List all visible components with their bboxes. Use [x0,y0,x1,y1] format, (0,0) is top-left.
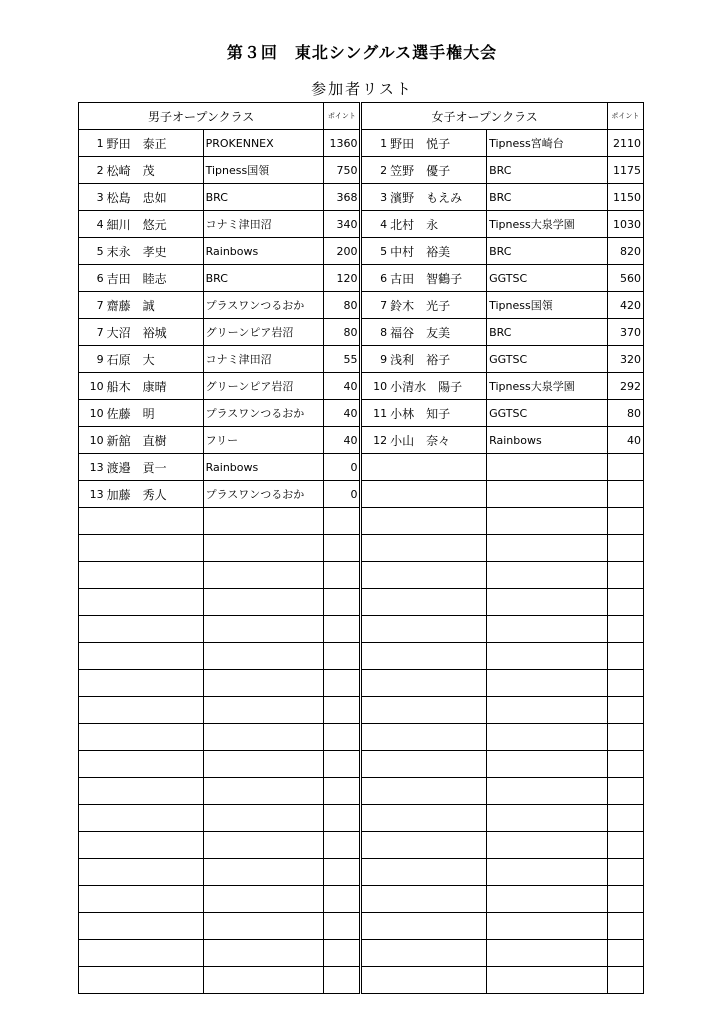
men-rank [79,535,105,562]
men-rank [79,967,105,994]
men-name [105,832,204,859]
women-points [607,562,643,589]
men-rank: 5 [79,238,105,265]
women-name: 北村 永 [388,211,487,238]
women-name [388,481,487,508]
men-name [105,913,204,940]
men-points [324,913,360,940]
women-club [487,940,608,967]
women-club [487,832,608,859]
women-name [388,724,487,751]
table-row [79,778,644,805]
men-name [105,589,204,616]
women-class-header: 女子オープンクラス [362,103,607,130]
women-name [388,940,487,967]
women-club: GGTSC [487,400,608,427]
table-row [79,751,644,778]
men-rank [79,562,105,589]
page-subtitle: 参加者リスト [311,80,413,98]
men-name [105,724,204,751]
women-rank [362,967,388,994]
men-name [105,697,204,724]
men-points [324,697,360,724]
women-club [487,751,608,778]
men-points: 0 [324,454,360,481]
men-name [105,643,204,670]
men-club [203,562,324,589]
men-points: 340 [324,211,360,238]
men-rank [79,832,105,859]
table-row [79,157,644,184]
men-rank: 10 [79,427,105,454]
men-club: プラスワンつるおか [203,481,324,508]
women-club [487,967,608,994]
women-name [388,643,487,670]
men-name [105,940,204,967]
men-name [105,751,204,778]
men-rank [79,886,105,913]
table-row [79,562,644,589]
men-rank: 3 [79,184,105,211]
women-rank [362,751,388,778]
men-points [324,643,360,670]
men-points [324,589,360,616]
men-club [203,859,324,886]
table-row [79,481,644,508]
women-rank [362,940,388,967]
women-points [607,724,643,751]
women-points [607,454,643,481]
women-points [607,859,643,886]
women-club [487,508,608,535]
women-name: 濱野 もえみ [388,184,487,211]
men-points [324,778,360,805]
women-points: 370 [607,319,643,346]
women-name [388,913,487,940]
women-name [388,751,487,778]
women-points: 292 [607,373,643,400]
women-rank [362,724,388,751]
women-rank: 11 [362,400,388,427]
table-row [79,454,644,481]
men-club [203,751,324,778]
men-points [324,616,360,643]
women-club: GGTSC [487,346,608,373]
table-row [79,238,644,265]
women-club [487,454,608,481]
table-row [79,130,644,157]
women-club: BRC [487,184,608,211]
men-rank [79,805,105,832]
men-rank [79,778,105,805]
table-row [79,724,644,751]
women-points [607,589,643,616]
men-name: 松島 忠如 [105,184,204,211]
men-rank: 13 [79,454,105,481]
men-club: フリー [203,427,324,454]
women-name: 浅利 裕子 [388,346,487,373]
women-name [388,535,487,562]
women-rank: 5 [362,238,388,265]
table-row [79,265,644,292]
women-name [388,805,487,832]
table-row [79,589,644,616]
men-points: 80 [324,292,360,319]
men-name [105,508,204,535]
men-points [324,535,360,562]
women-points-header: ポイント [607,103,643,130]
table-row [79,292,644,319]
table-row [79,535,644,562]
women-club [487,697,608,724]
table-row [79,616,644,643]
women-rank [362,778,388,805]
table-row [79,859,644,886]
table-row [79,913,644,940]
women-rank: 7 [362,292,388,319]
table-row [79,670,644,697]
men-rank [79,643,105,670]
men-name [105,778,204,805]
table-row [79,805,644,832]
men-points [324,967,360,994]
men-points-header: ポイント [324,103,360,130]
women-club [487,616,608,643]
women-club [487,805,608,832]
men-name: 松崎 茂 [105,157,204,184]
women-rank [362,643,388,670]
men-club: Rainbows [203,454,324,481]
men-points [324,508,360,535]
men-name [105,670,204,697]
women-name: 中村 裕美 [388,238,487,265]
men-club [203,886,324,913]
women-club: Tipness大泉学園 [487,373,608,400]
women-name: 小山 奈々 [388,427,487,454]
women-points: 1030 [607,211,643,238]
women-name [388,778,487,805]
women-rank [362,616,388,643]
table-row [79,940,644,967]
men-rank: 7 [79,292,105,319]
men-club [203,616,324,643]
women-points [607,643,643,670]
men-club [203,940,324,967]
men-points [324,805,360,832]
women-rank: 10 [362,373,388,400]
table-row [79,211,644,238]
men-rank: 9 [79,346,105,373]
men-points: 80 [324,319,360,346]
women-name [388,859,487,886]
women-name: 野田 悦子 [388,130,487,157]
women-points: 560 [607,265,643,292]
women-points [607,805,643,832]
women-points [607,886,643,913]
men-points: 750 [324,157,360,184]
women-club [487,778,608,805]
women-points: 1175 [607,157,643,184]
women-club: BRC [487,238,608,265]
men-club [203,589,324,616]
women-club: BRC [487,319,608,346]
men-rank: 10 [79,373,105,400]
women-points [607,913,643,940]
men-club [203,778,324,805]
women-points [607,508,643,535]
women-points [607,967,643,994]
women-rank: 3 [362,184,388,211]
men-club [203,643,324,670]
women-name: 鈴木 光子 [388,292,487,319]
men-name: 石原 大 [105,346,204,373]
men-club [203,670,324,697]
women-name: 笠野 優子 [388,157,487,184]
men-club [203,832,324,859]
men-points: 200 [324,238,360,265]
women-club: BRC [487,157,608,184]
men-name: 野田 泰正 [105,130,204,157]
men-points: 40 [324,400,360,427]
women-club [487,913,608,940]
men-points: 40 [324,373,360,400]
men-name [105,805,204,832]
women-name: 小清水 陽子 [388,373,487,400]
men-rank: 1 [79,130,105,157]
men-name: 加藤 秀人 [105,481,204,508]
women-rank: 1 [362,130,388,157]
men-club: コナミ津田沼 [203,211,324,238]
men-rank: 13 [79,481,105,508]
participant-table [78,102,644,994]
women-points [607,751,643,778]
women-points [607,535,643,562]
men-club: グリーンピア岩沼 [203,319,324,346]
men-points [324,940,360,967]
men-rank [79,508,105,535]
men-name [105,535,204,562]
women-club: GGTSC [487,265,608,292]
women-points: 320 [607,346,643,373]
men-name: 末永 孝史 [105,238,204,265]
table-row [79,319,644,346]
women-name: 古田 智鶴子 [388,265,487,292]
women-club [487,724,608,751]
women-points: 40 [607,427,643,454]
women-club: Rainbows [487,427,608,454]
women-club [487,670,608,697]
men-rank [79,697,105,724]
women-points [607,778,643,805]
men-points [324,751,360,778]
table-row [79,643,644,670]
men-club: PROKENNEX [203,130,324,157]
men-club [203,724,324,751]
women-rank [362,454,388,481]
women-rank [362,832,388,859]
women-points [607,697,643,724]
men-points: 368 [324,184,360,211]
men-rank [79,589,105,616]
men-club: Rainbows [203,238,324,265]
women-points: 420 [607,292,643,319]
women-name [388,508,487,535]
women-points: 820 [607,238,643,265]
women-rank [362,589,388,616]
women-name: 小林 知子 [388,400,487,427]
men-club: プラスワンつるおか [203,292,324,319]
men-club [203,697,324,724]
women-club: Tipness大泉学園 [487,211,608,238]
men-name [105,562,204,589]
men-points [324,562,360,589]
men-name [105,616,204,643]
men-points: 55 [324,346,360,373]
men-club: BRC [203,265,324,292]
men-rank [79,859,105,886]
men-points: 0 [324,481,360,508]
women-name [388,832,487,859]
page-title: 第３回 東北シングルス選手権大会 [226,43,498,62]
men-name: 新舘 直樹 [105,427,204,454]
women-rank [362,886,388,913]
women-name: 福谷 友美 [388,319,487,346]
women-rank: 9 [362,346,388,373]
men-points: 1360 [324,130,360,157]
women-name [388,697,487,724]
women-club [487,481,608,508]
women-name [388,562,487,589]
men-rank [79,751,105,778]
women-club [487,859,608,886]
men-club: Tipness国領 [203,157,324,184]
women-club: Tipness宮崎台 [487,130,608,157]
table-row [79,400,644,427]
women-rank [362,805,388,832]
table-row [79,346,644,373]
women-points [607,481,643,508]
men-rank: 7 [79,319,105,346]
men-club [203,508,324,535]
men-name: 佐藤 明 [105,400,204,427]
men-rank [79,670,105,697]
women-club [487,886,608,913]
men-name [105,886,204,913]
women-name [388,967,487,994]
women-name [388,886,487,913]
men-rank: 6 [79,265,105,292]
table-row [79,832,644,859]
women-rank [362,508,388,535]
women-name [388,589,487,616]
men-name [105,967,204,994]
women-rank [362,481,388,508]
men-club: グリーンピア岩沼 [203,373,324,400]
table-row [79,508,644,535]
men-points [324,859,360,886]
women-rank [362,670,388,697]
women-points [607,670,643,697]
men-name: 大沼 裕城 [105,319,204,346]
men-rank: 4 [79,211,105,238]
men-points [324,886,360,913]
women-points [607,832,643,859]
women-points [607,616,643,643]
men-rank [79,913,105,940]
men-club: BRC [203,184,324,211]
men-points: 40 [324,427,360,454]
men-points [324,724,360,751]
men-club [203,967,324,994]
men-rank [79,616,105,643]
table-row [79,427,644,454]
table-header-row [79,103,644,130]
men-points [324,832,360,859]
women-club [487,643,608,670]
men-club: コナミ津田沼 [203,346,324,373]
women-rank: 12 [362,427,388,454]
women-rank [362,562,388,589]
men-name: 船木 康晴 [105,373,204,400]
men-name: 齋藤 誠 [105,292,204,319]
men-name: 渡邉 貢一 [105,454,204,481]
women-rank: 6 [362,265,388,292]
women-rank: 2 [362,157,388,184]
men-club: プラスワンつるおか [203,400,324,427]
women-club [487,535,608,562]
women-club [487,562,608,589]
women-rank [362,913,388,940]
men-name [105,859,204,886]
men-class-header: 男子オープンクラス [79,103,324,130]
men-club [203,913,324,940]
men-club [203,535,324,562]
table-row [79,697,644,724]
women-name [388,670,487,697]
men-club [203,805,324,832]
women-points: 2110 [607,130,643,157]
table-row [79,967,644,994]
women-rank [362,697,388,724]
table-row [79,373,644,400]
women-rank [362,535,388,562]
women-points [607,940,643,967]
men-name: 吉田 睦志 [105,265,204,292]
men-rank [79,724,105,751]
men-rank [79,940,105,967]
women-points: 80 [607,400,643,427]
table-row [79,886,644,913]
women-name [388,454,487,481]
men-points [324,670,360,697]
men-rank: 10 [79,400,105,427]
women-rank [362,859,388,886]
women-club: Tipness国領 [487,292,608,319]
women-points: 1150 [607,184,643,211]
men-name: 細川 悠元 [105,211,204,238]
women-club [487,589,608,616]
women-name [388,616,487,643]
table-row [79,184,644,211]
men-points: 120 [324,265,360,292]
women-rank: 4 [362,211,388,238]
women-rank: 8 [362,319,388,346]
men-rank: 2 [79,157,105,184]
